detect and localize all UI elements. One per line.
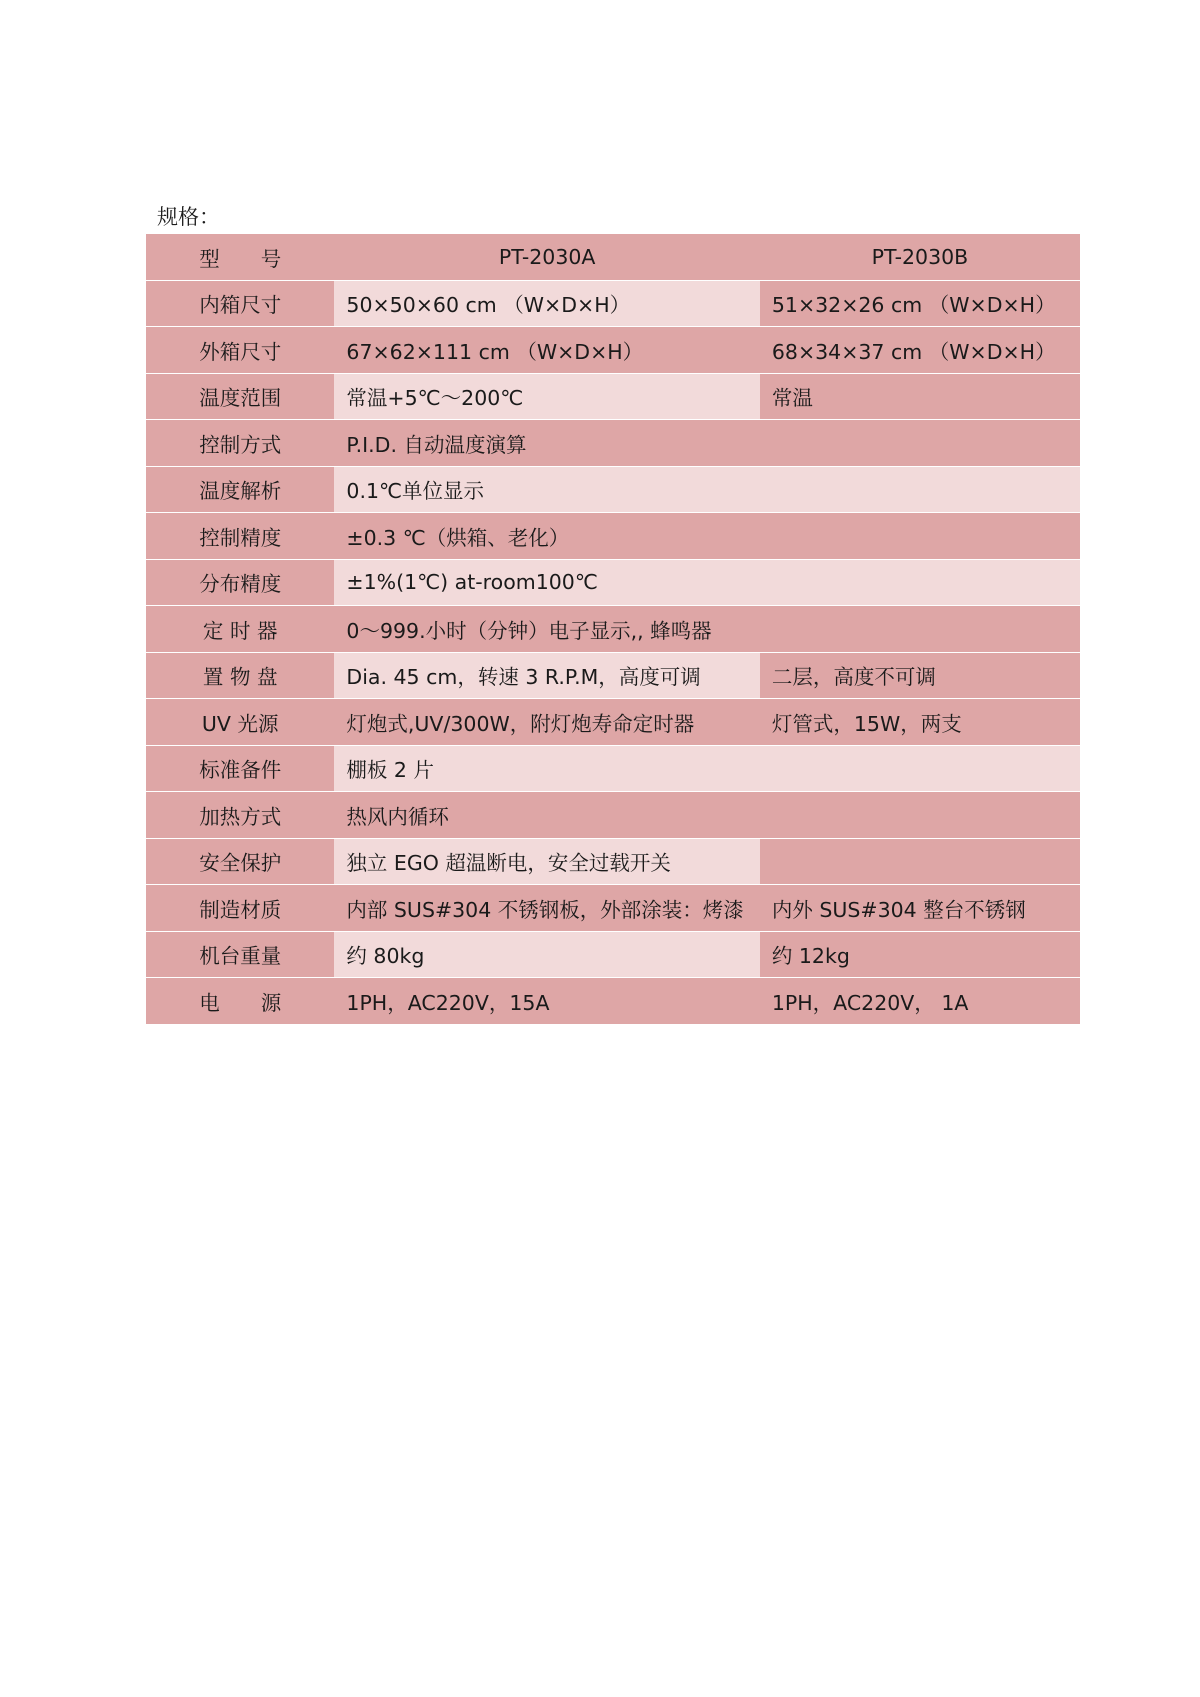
- row-value-a: 热风内循环: [334, 792, 759, 839]
- spec-heading: 规格：: [157, 205, 220, 229]
- row-value-b: [760, 606, 1080, 653]
- table-row: [146, 838, 1080, 885]
- table-row: [146, 699, 1080, 746]
- row-value-b: 68×34×37 cm （W×D×H）: [760, 327, 1080, 374]
- row-label: 控制方式: [146, 420, 334, 467]
- row-value-b: [760, 420, 1080, 467]
- row-value-b: [760, 745, 1080, 792]
- row-value-b: [760, 513, 1080, 560]
- table-row: [146, 652, 1080, 699]
- row-value-a: 灯炮式,UV/300W，附灯炮寿命定时器: [334, 699, 759, 746]
- row-value-a: 50×50×60 cm （W×D×H）: [334, 280, 759, 327]
- spec-table: [146, 234, 1080, 1024]
- row-label: 外箱尺寸: [146, 327, 334, 374]
- table-header-row: [146, 234, 1080, 280]
- row-label: 安全保护: [146, 838, 334, 885]
- row-value-a: ±0.3 ℃（烘箱、老化）: [334, 513, 759, 560]
- row-value-a: ±1%(1℃) at-room100℃: [334, 559, 759, 606]
- table-row: [146, 745, 1080, 792]
- row-value-b: 51×32×26 cm （W×D×H）: [760, 280, 1080, 327]
- row-label: 内箱尺寸: [146, 280, 334, 327]
- row-value-b: 1PH，AC220V， 1A: [760, 978, 1080, 1024]
- row-label: 加热方式: [146, 792, 334, 839]
- table-row: [146, 373, 1080, 420]
- row-value-a: P.I.D. 自动温度演算: [334, 420, 759, 467]
- header-label: 型 号: [146, 234, 334, 280]
- row-label: 定 时 器: [146, 606, 334, 653]
- row-label: 机台重量: [146, 931, 334, 978]
- table-row: [146, 327, 1080, 374]
- table-row: [146, 559, 1080, 606]
- row-label: 温度解析: [146, 466, 334, 513]
- row-label: 分布精度: [146, 559, 334, 606]
- table-row: [146, 513, 1080, 560]
- row-value-a: 独立 EGO 超温断电，安全过载开关: [334, 838, 759, 885]
- row-value-a: 棚板 2 片: [334, 745, 759, 792]
- row-value-a: 0.1℃单位显示: [334, 466, 759, 513]
- table-row: [146, 280, 1080, 327]
- table-row: [146, 931, 1080, 978]
- row-value-a: 67×62×111 cm （W×D×H）: [334, 327, 759, 374]
- row-value-a: 1PH，AC220V，15A: [334, 978, 759, 1024]
- row-value-a: 内部 SUS#304 不锈钢板，外部涂装：烤漆: [334, 885, 759, 932]
- row-value-b: [760, 466, 1080, 513]
- row-value-b: [760, 838, 1080, 885]
- row-value-b: [760, 559, 1080, 606]
- table-row: [146, 792, 1080, 839]
- row-value-a: 约 80kg: [334, 931, 759, 978]
- row-label: 电 源: [146, 978, 334, 1024]
- row-value-a: 0～999.小时（分钟）电子显示,, 蜂鸣器: [334, 606, 759, 653]
- table-row: [146, 885, 1080, 932]
- header-model-b: PT-2030B: [760, 234, 1080, 280]
- row-label: 控制精度: [146, 513, 334, 560]
- table-row: [146, 420, 1080, 467]
- row-value-b: 二层，高度不可调: [760, 652, 1080, 699]
- table-row: [146, 466, 1080, 513]
- row-label: 温度范围: [146, 373, 334, 420]
- row-label: 制造材质: [146, 885, 334, 932]
- row-value-b: 灯管式，15W，两支: [760, 699, 1080, 746]
- row-value-b: 常温: [760, 373, 1080, 420]
- table-row: [146, 978, 1080, 1024]
- row-label: 标准备件: [146, 745, 334, 792]
- header-model-a: PT-2030A: [334, 234, 759, 280]
- row-value-a: Dia. 45 cm，转速 3 R.P.M，高度可调: [334, 652, 759, 699]
- row-value-a: 常温+5℃～200℃: [334, 373, 759, 420]
- row-value-b: [760, 792, 1080, 839]
- row-value-b: 内外 SUS#304 整台不锈钢: [760, 885, 1080, 932]
- table-row: [146, 606, 1080, 653]
- row-label: UV 光源: [146, 699, 334, 746]
- row-label: 置 物 盘: [146, 652, 334, 699]
- row-value-b: 约 12kg: [760, 931, 1080, 978]
